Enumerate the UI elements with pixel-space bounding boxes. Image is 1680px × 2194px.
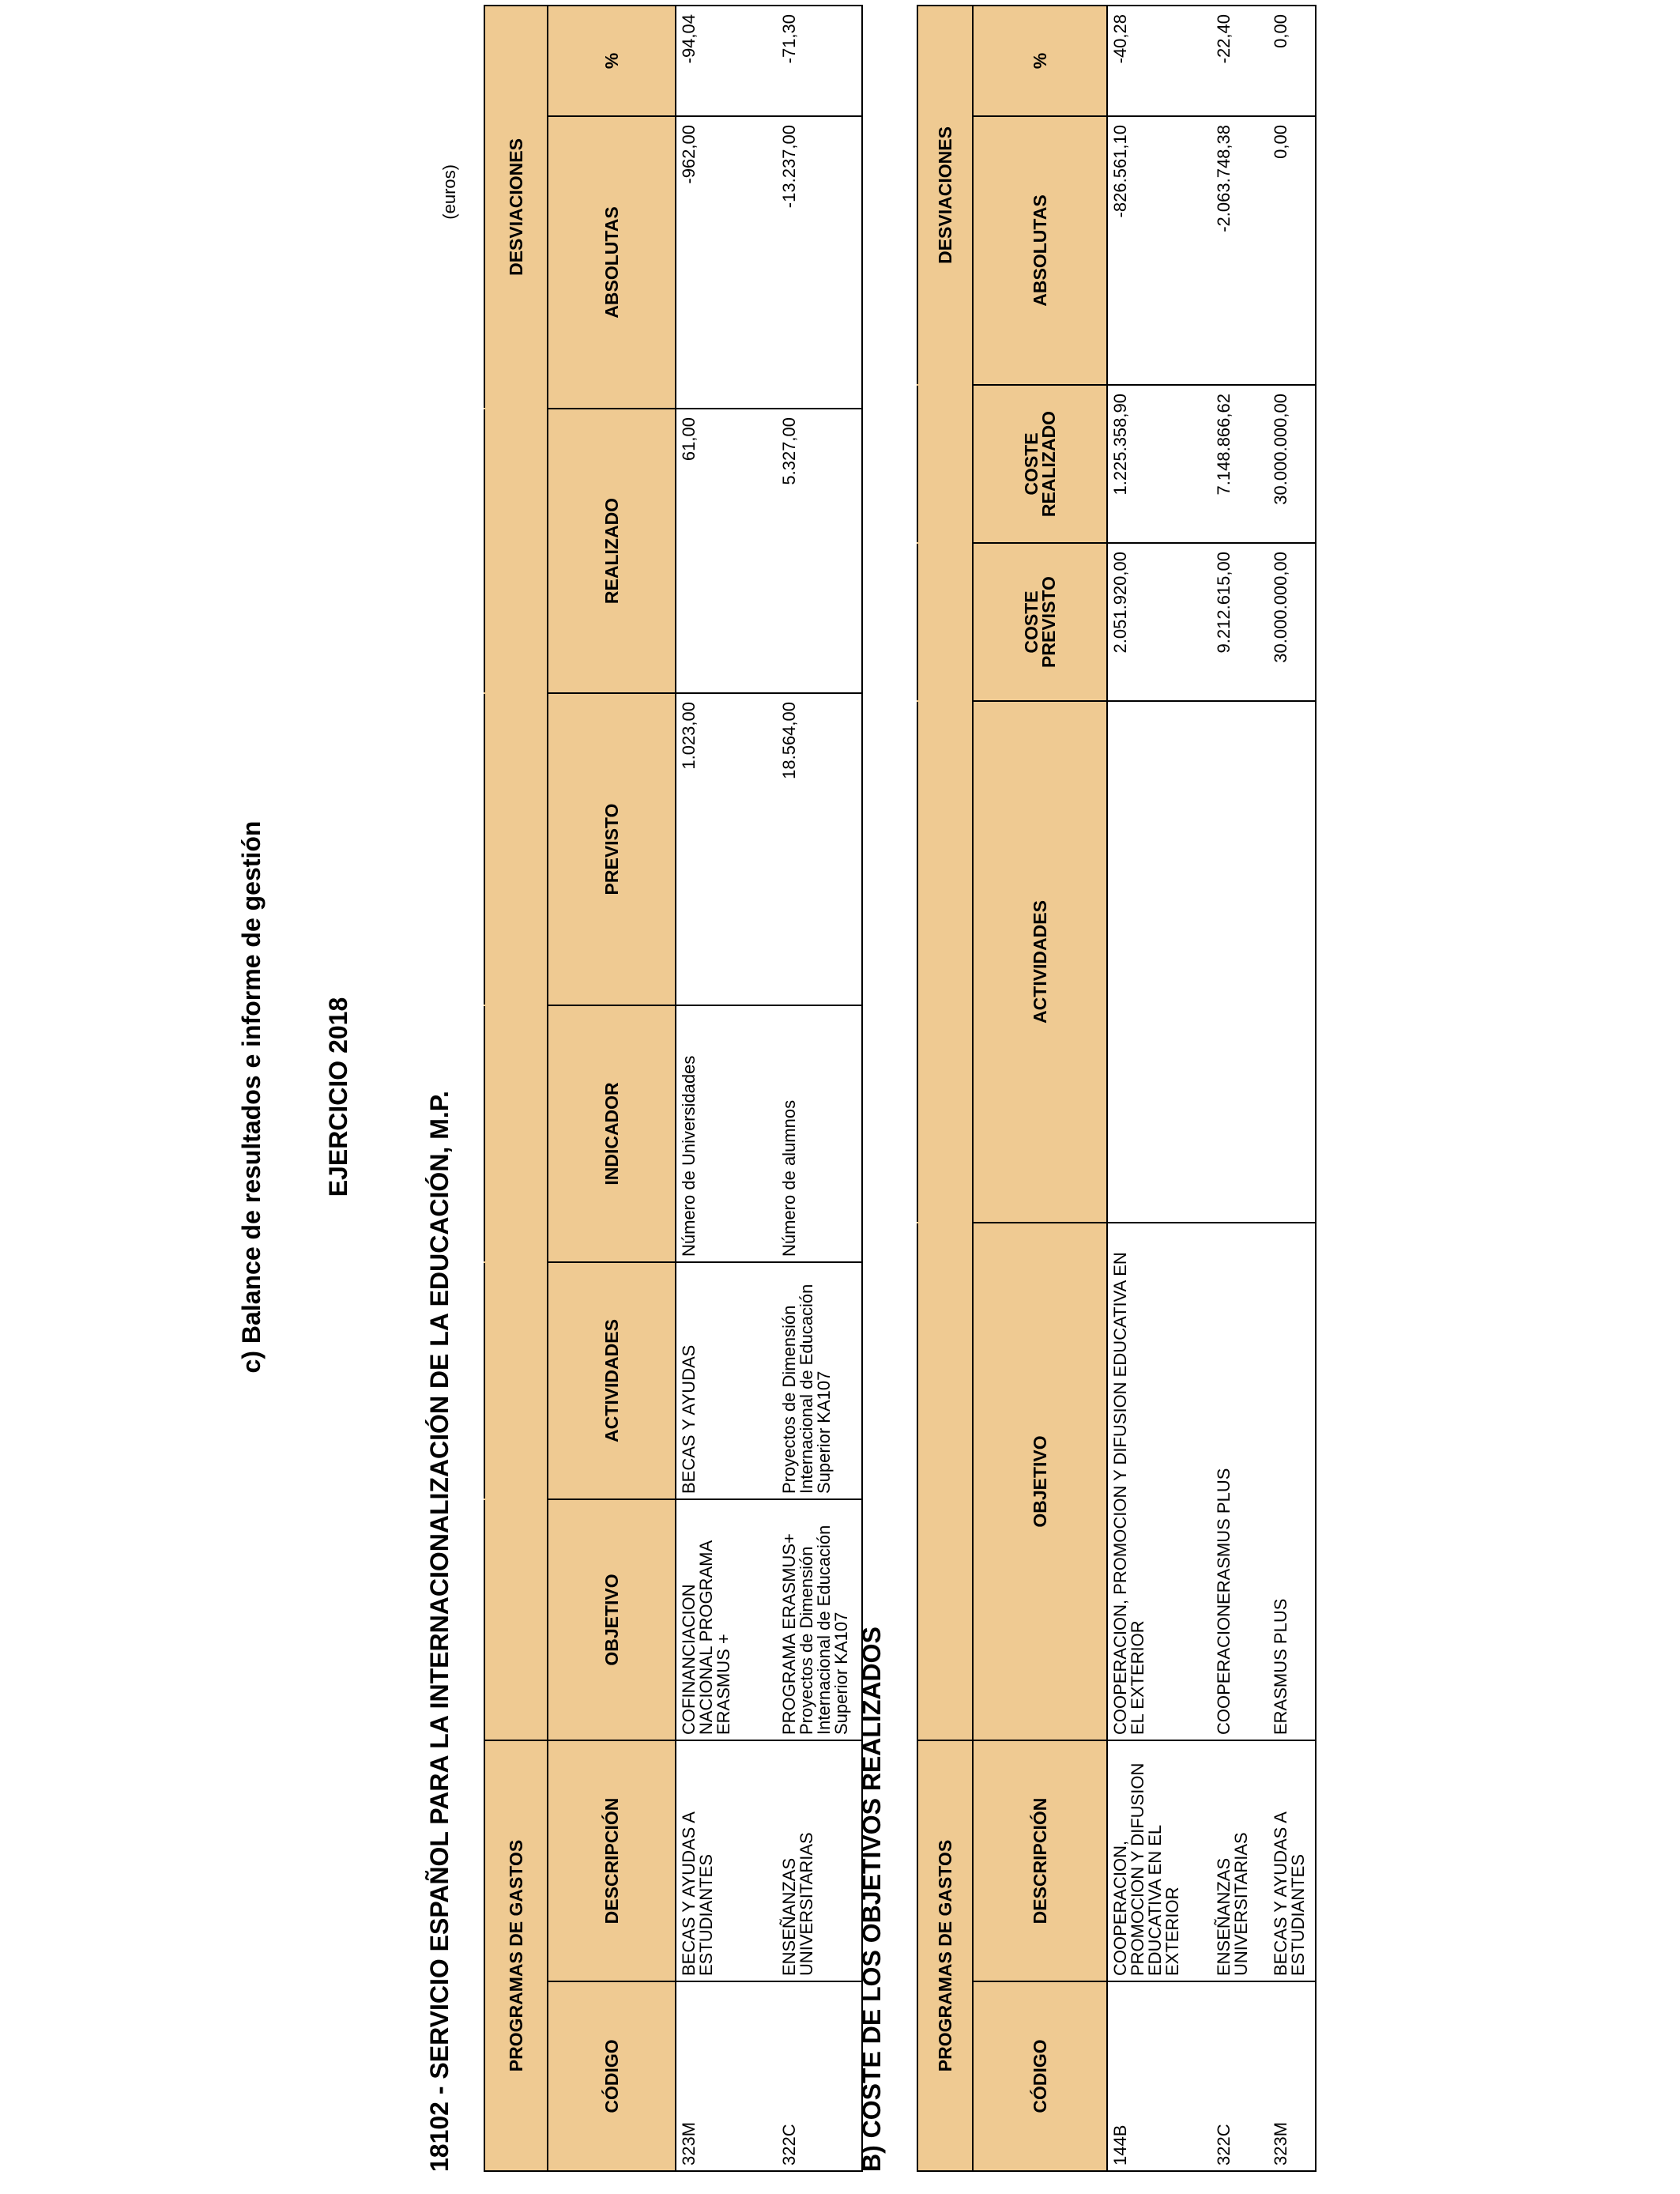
cell-actividades: BECAS Y AYUDAS — [676, 1262, 777, 1499]
cell-previsto: 18.564,00 — [777, 693, 862, 1005]
cell-realizado: 61,00 — [676, 409, 777, 693]
cell-codigo: 322C — [777, 1981, 862, 2171]
cell-absolutas: -962,00 — [676, 116, 777, 409]
group-desviaciones: DESVIACIONES — [917, 6, 973, 385]
cell-codigo: 144B — [1107, 1981, 1211, 2171]
cell-pct: -40,28 — [1107, 6, 1211, 116]
objectives-cost-table — [917, 5, 1317, 2172]
cell-descripcion: ENSEÑANZAS UNIVERSITARIAS — [777, 1740, 862, 1981]
header-absolutas: ABSOLUTAS — [973, 116, 1107, 385]
cell-indicador: Número de Universidades — [676, 1005, 777, 1262]
cell-indicador: Número de alumnos — [777, 1005, 862, 1262]
cell-realizado: 5.327,00 — [777, 409, 862, 693]
cell-actividades: Proyectos de Dimensión Internacional de Educación Superior KA107 — [777, 1262, 862, 1499]
header-spacer — [484, 409, 548, 693]
cell-objetivo: PROGRAMA ERASMUS+ Proyectos de Dimensión Internacional de Educación Superior KA107 — [777, 1499, 862, 1740]
table-row — [1107, 6, 1211, 2171]
cell-actividades — [1268, 701, 1316, 1223]
exercise-title: EJERCICIO 2018 — [324, 997, 352, 1197]
cell-actividades — [1107, 701, 1211, 1223]
cell-pct: -94,04 — [676, 6, 777, 116]
cell-objetivo: COOPERACIONERASMUS PLUS — [1211, 1223, 1268, 1740]
cell-codigo: 323M — [1268, 1981, 1316, 2171]
cell-pct: -22,40 — [1211, 6, 1268, 116]
table-row — [777, 6, 862, 2171]
cell-objetivo: ERASMUS PLUS — [1268, 1223, 1316, 1740]
group-desviaciones: DESVIACIONES — [484, 6, 548, 409]
header-codigo: CÓDIGO — [973, 1981, 1107, 2171]
group-programas: PROGRAMAS DE GASTOS — [917, 1740, 973, 2171]
cell-descripcion: COOPERACION, PROMOCION Y DIFUSION EDUCATIVA EN EL EXTERIOR — [1107, 1740, 1211, 1981]
cell-codigo: 323M — [676, 1981, 777, 2171]
header-realizado: REALIZADO — [548, 409, 676, 693]
header-indicador: INDICADOR — [548, 1005, 676, 1262]
units-label: (euros) — [439, 164, 459, 220]
cell-coste-realizado: 30.000.000,00 — [1268, 385, 1316, 543]
cell-coste-realizado: 1.225.358,90 — [1107, 385, 1211, 543]
section-b-title: B) COSTE DE LOS OBJETIVOS REALIZADOS — [857, 1627, 886, 2172]
header-previsto: PREVISTO — [548, 693, 676, 1005]
header-spacer — [484, 693, 548, 1005]
cell-objetivo: COFINANCIACION NACIONAL PROGRAMA ERASMUS + — [676, 1499, 777, 1740]
cell-actividades — [1211, 701, 1268, 1223]
cell-absolutas: 0,00 — [1268, 116, 1316, 385]
header-coste-previsto: COSTE PREVISTO — [973, 543, 1107, 701]
cell-pct: -71,30 — [777, 6, 862, 116]
table-row — [676, 6, 777, 2171]
header-codigo: CÓDIGO — [548, 1981, 676, 2171]
cell-absolutas: -2.063.748,38 — [1211, 116, 1268, 385]
table-row — [1268, 6, 1316, 2171]
header-spacer — [484, 1005, 548, 1262]
cell-coste-previsto: 9.212.615,00 — [1211, 543, 1268, 701]
header-coste-realizado: COSTE REALIZADO — [973, 385, 1107, 543]
header-spacer — [917, 1223, 973, 1740]
cell-pct: 0,00 — [1268, 6, 1316, 116]
header-descripcion: DESCRIPCIÓN — [548, 1740, 676, 1981]
report-heading: c) Balance de resultados e informe de gestión — [237, 820, 266, 1374]
cell-objetivo: COOPERACION, PROMOCION Y DIFUSION EDUCATIVA EN EL EXTERIOR — [1107, 1223, 1211, 1740]
cell-coste-realizado: 7.148.866,62 — [1211, 385, 1268, 543]
cell-previsto: 1.023,00 — [676, 693, 777, 1005]
header-pct: % — [548, 6, 676, 116]
cell-descripcion: ENSEÑANZAS UNIVERSITARIAS — [1211, 1740, 1268, 1981]
header-spacer — [917, 543, 973, 701]
header-spacer — [917, 701, 973, 1223]
header-objetivo: OBJETIVO — [548, 1499, 676, 1740]
header-descripcion: DESCRIPCIÓN — [973, 1740, 1107, 1981]
cell-absolutas: -826.561,10 — [1107, 116, 1211, 385]
header-actividades: ACTIVIDADES — [548, 1262, 676, 1499]
objectives-indicators-table — [484, 5, 863, 2172]
cell-coste-previsto: 2.051.920,00 — [1107, 543, 1211, 701]
cell-codigo: 322C — [1211, 1981, 1268, 2171]
header-actividades: ACTIVIDADES — [973, 701, 1107, 1223]
cell-absolutas: -13.237,00 — [777, 116, 862, 409]
header-spacer — [484, 1262, 548, 1499]
header-objetivo: OBJETIVO — [973, 1223, 1107, 1740]
header-spacer — [917, 385, 973, 543]
table-row — [1211, 6, 1268, 2171]
header-spacer — [484, 1499, 548, 1740]
header-absolutas: ABSOLUTAS — [548, 116, 676, 409]
group-programas: PROGRAMAS DE GASTOS — [484, 1740, 548, 2171]
cell-descripcion: BECAS Y AYUDAS A ESTUDIANTES — [676, 1740, 777, 1981]
cell-coste-previsto: 30.000.000,00 — [1268, 543, 1316, 701]
header-pct: % — [973, 6, 1107, 116]
entity-title: 18102 - SERVICIO ESPAÑOL PARA LA INTERNACIONALIZACIÓN DE LA EDUCACIÓN, M.P. — [425, 1091, 454, 2172]
cell-descripcion: BECAS Y AYUDAS A ESTUDIANTES — [1268, 1740, 1316, 1981]
